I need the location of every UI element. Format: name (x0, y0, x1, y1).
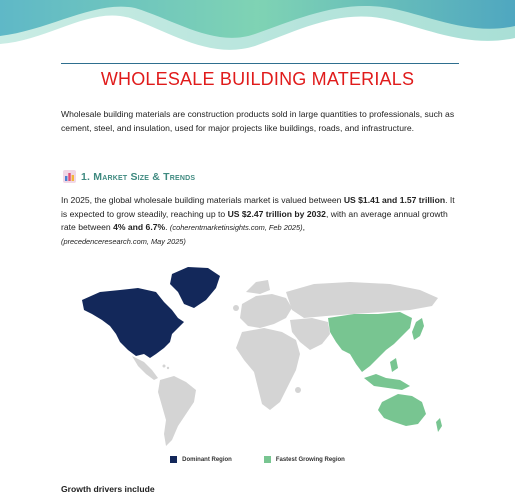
title-rule (61, 63, 459, 64)
sea-islands-shape (364, 374, 410, 390)
map-legend (0, 456, 515, 463)
dominant-swatch (170, 456, 177, 463)
africa-shape (236, 328, 300, 410)
north-asia-shape (286, 282, 438, 318)
greenland-shape (170, 267, 220, 308)
source-citation: (coherentmarketinsights.com, Feb 2025) (169, 223, 303, 233)
para-bold-value: US $1.41 and 1.57 trillion (343, 195, 446, 205)
europe-shape (240, 294, 292, 328)
section-title: 1. Market Size & Trends (81, 170, 196, 183)
bar-chart-icon (63, 170, 76, 183)
section-heading (63, 170, 195, 183)
para-bold-value: 4% and 6.7% (113, 222, 166, 233)
world-map (60, 262, 465, 452)
para-bold-value: US $2.47 trillion by 2032 (227, 208, 326, 219)
legend-label: Fastest Growing Region (275, 456, 345, 463)
central-america-shape (132, 356, 158, 380)
para-text: In 2025, the global wholesale building materials market is valued between (61, 195, 344, 205)
intro-paragraph: Wholesale building materials are construction products sold in large quantities to professionals, such as cement, steel, and insulation, used for major projects like buildings, roads, and infrastructure. (61, 109, 455, 133)
para-text: , (302, 222, 305, 233)
australia-shape (378, 394, 426, 426)
header-wave-decoration (0, 0, 515, 52)
legend-label: Dominant Region (182, 456, 232, 463)
legend-fastest (264, 456, 345, 463)
page-title: WHOLESALE BUILDING MATERIALS (100, 69, 415, 89)
para-text: . (165, 222, 170, 233)
next-heading: Growth drivers include (61, 484, 155, 494)
source-citation: (precedenceresearch.com, May 2025) (61, 236, 186, 246)
legend-dominant (170, 456, 232, 463)
new-zealand-shape (436, 418, 442, 432)
para-text: . It is expected to grow steadily, reaching up to (61, 195, 455, 219)
south-america-shape (158, 376, 196, 446)
para-text: , with an average annual growth rate between (61, 208, 448, 233)
japan-shape (412, 318, 424, 340)
market-paragraph (61, 194, 461, 248)
north-america-shape (82, 288, 184, 358)
asia-pacific-shape (328, 312, 412, 372)
fastest-swatch (264, 456, 271, 463)
